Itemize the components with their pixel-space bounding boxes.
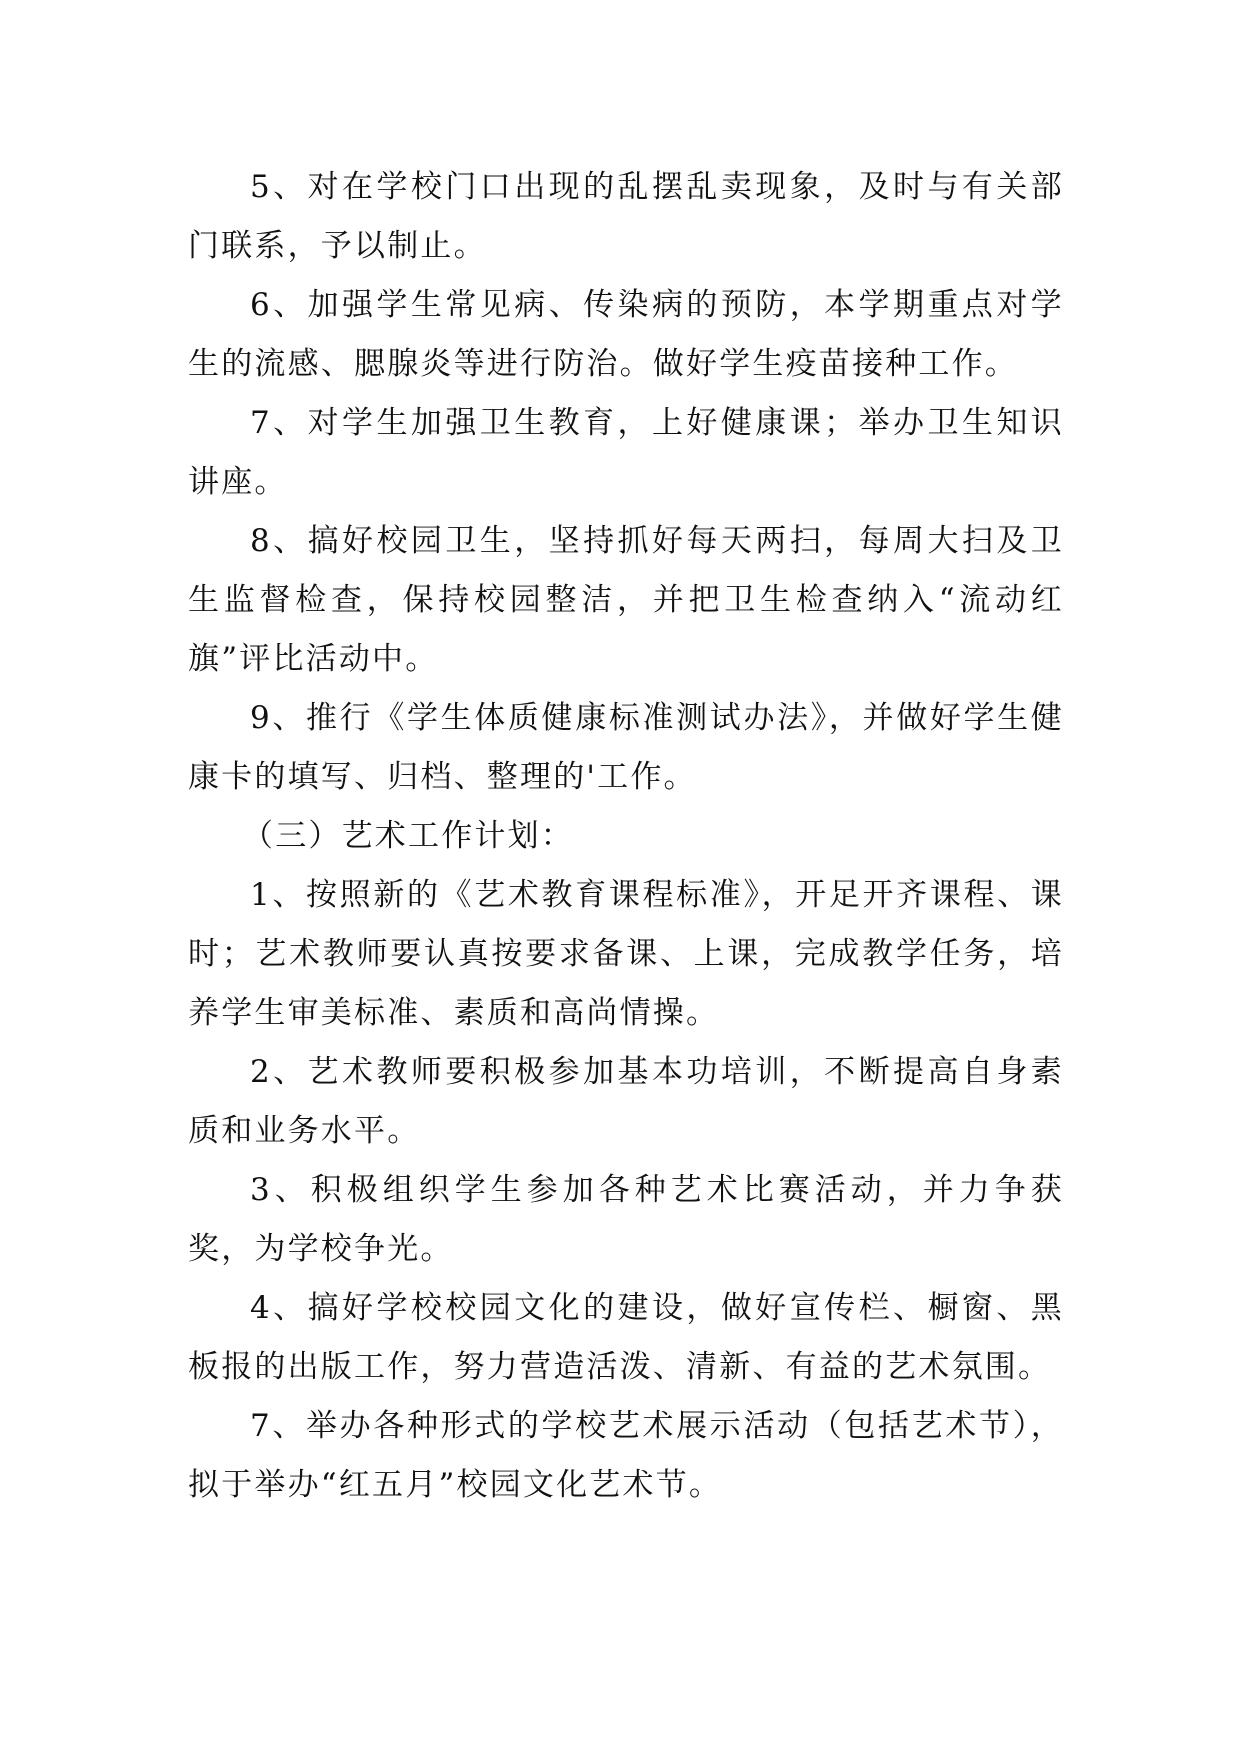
section-heading-art-plan: （三）艺术工作计划： [242, 818, 574, 854]
paragraph-item-6: 6、加强学生常见病、传染病的预防，本学期重点对学生的流感、腮腺炎等进行防治。做好学生疫苗接种工作。 [188, 287, 1064, 382]
art-paragraph-item-3: 3、积极组织学生参加各种艺术比赛活动，并力争获奖，为学校争光。 [188, 1172, 1064, 1267]
art-paragraph-item-1: 1、按照新的《艺术教育课程标准》，开足开齐课程、课时；艺术教师要认真按要求备课、上课，完成教学任务，培养学生审美标准、素质和高尚情操。 [188, 877, 1064, 1031]
paragraph-item-8: 8、搞好校园卫生，坚持抓好每天两扫，每周大扫及卫生监督检查，保持校园整洁，并把卫生检查纳入“流动红旗”评比活动中。 [188, 523, 1064, 677]
art-paragraph-item-7: 7、举办各种形式的学校艺术展示活动（包括艺术节），拟于举办“红五月”校园文化艺术节。 [188, 1408, 1064, 1503]
paragraph-item-5: 5、对在学校门口出现的乱摆乱卖现象，及时与有关部门联系，予以制止。 [188, 169, 1064, 264]
document-body [188, 158, 1064, 1515]
art-paragraph-item-4: 4、搞好学校校园文化的建设，做好宣传栏、橱窗、黑板报的出版工作，努力营造活泼、清新、有益的艺术氛围。 [188, 1290, 1064, 1385]
paragraph-item-7: 7、对学生加强卫生教育，上好健康课；举办卫生知识讲座。 [188, 405, 1064, 500]
paragraph-item-9: 9、推行《学生体质健康标准测试办法》，并做好学生健康卡的填写、归档、整理的'工作。 [188, 700, 1064, 795]
art-paragraph-item-2: 2、艺术教师要积极参加基本功培训，不断提高自身素质和业务水平。 [188, 1054, 1064, 1149]
